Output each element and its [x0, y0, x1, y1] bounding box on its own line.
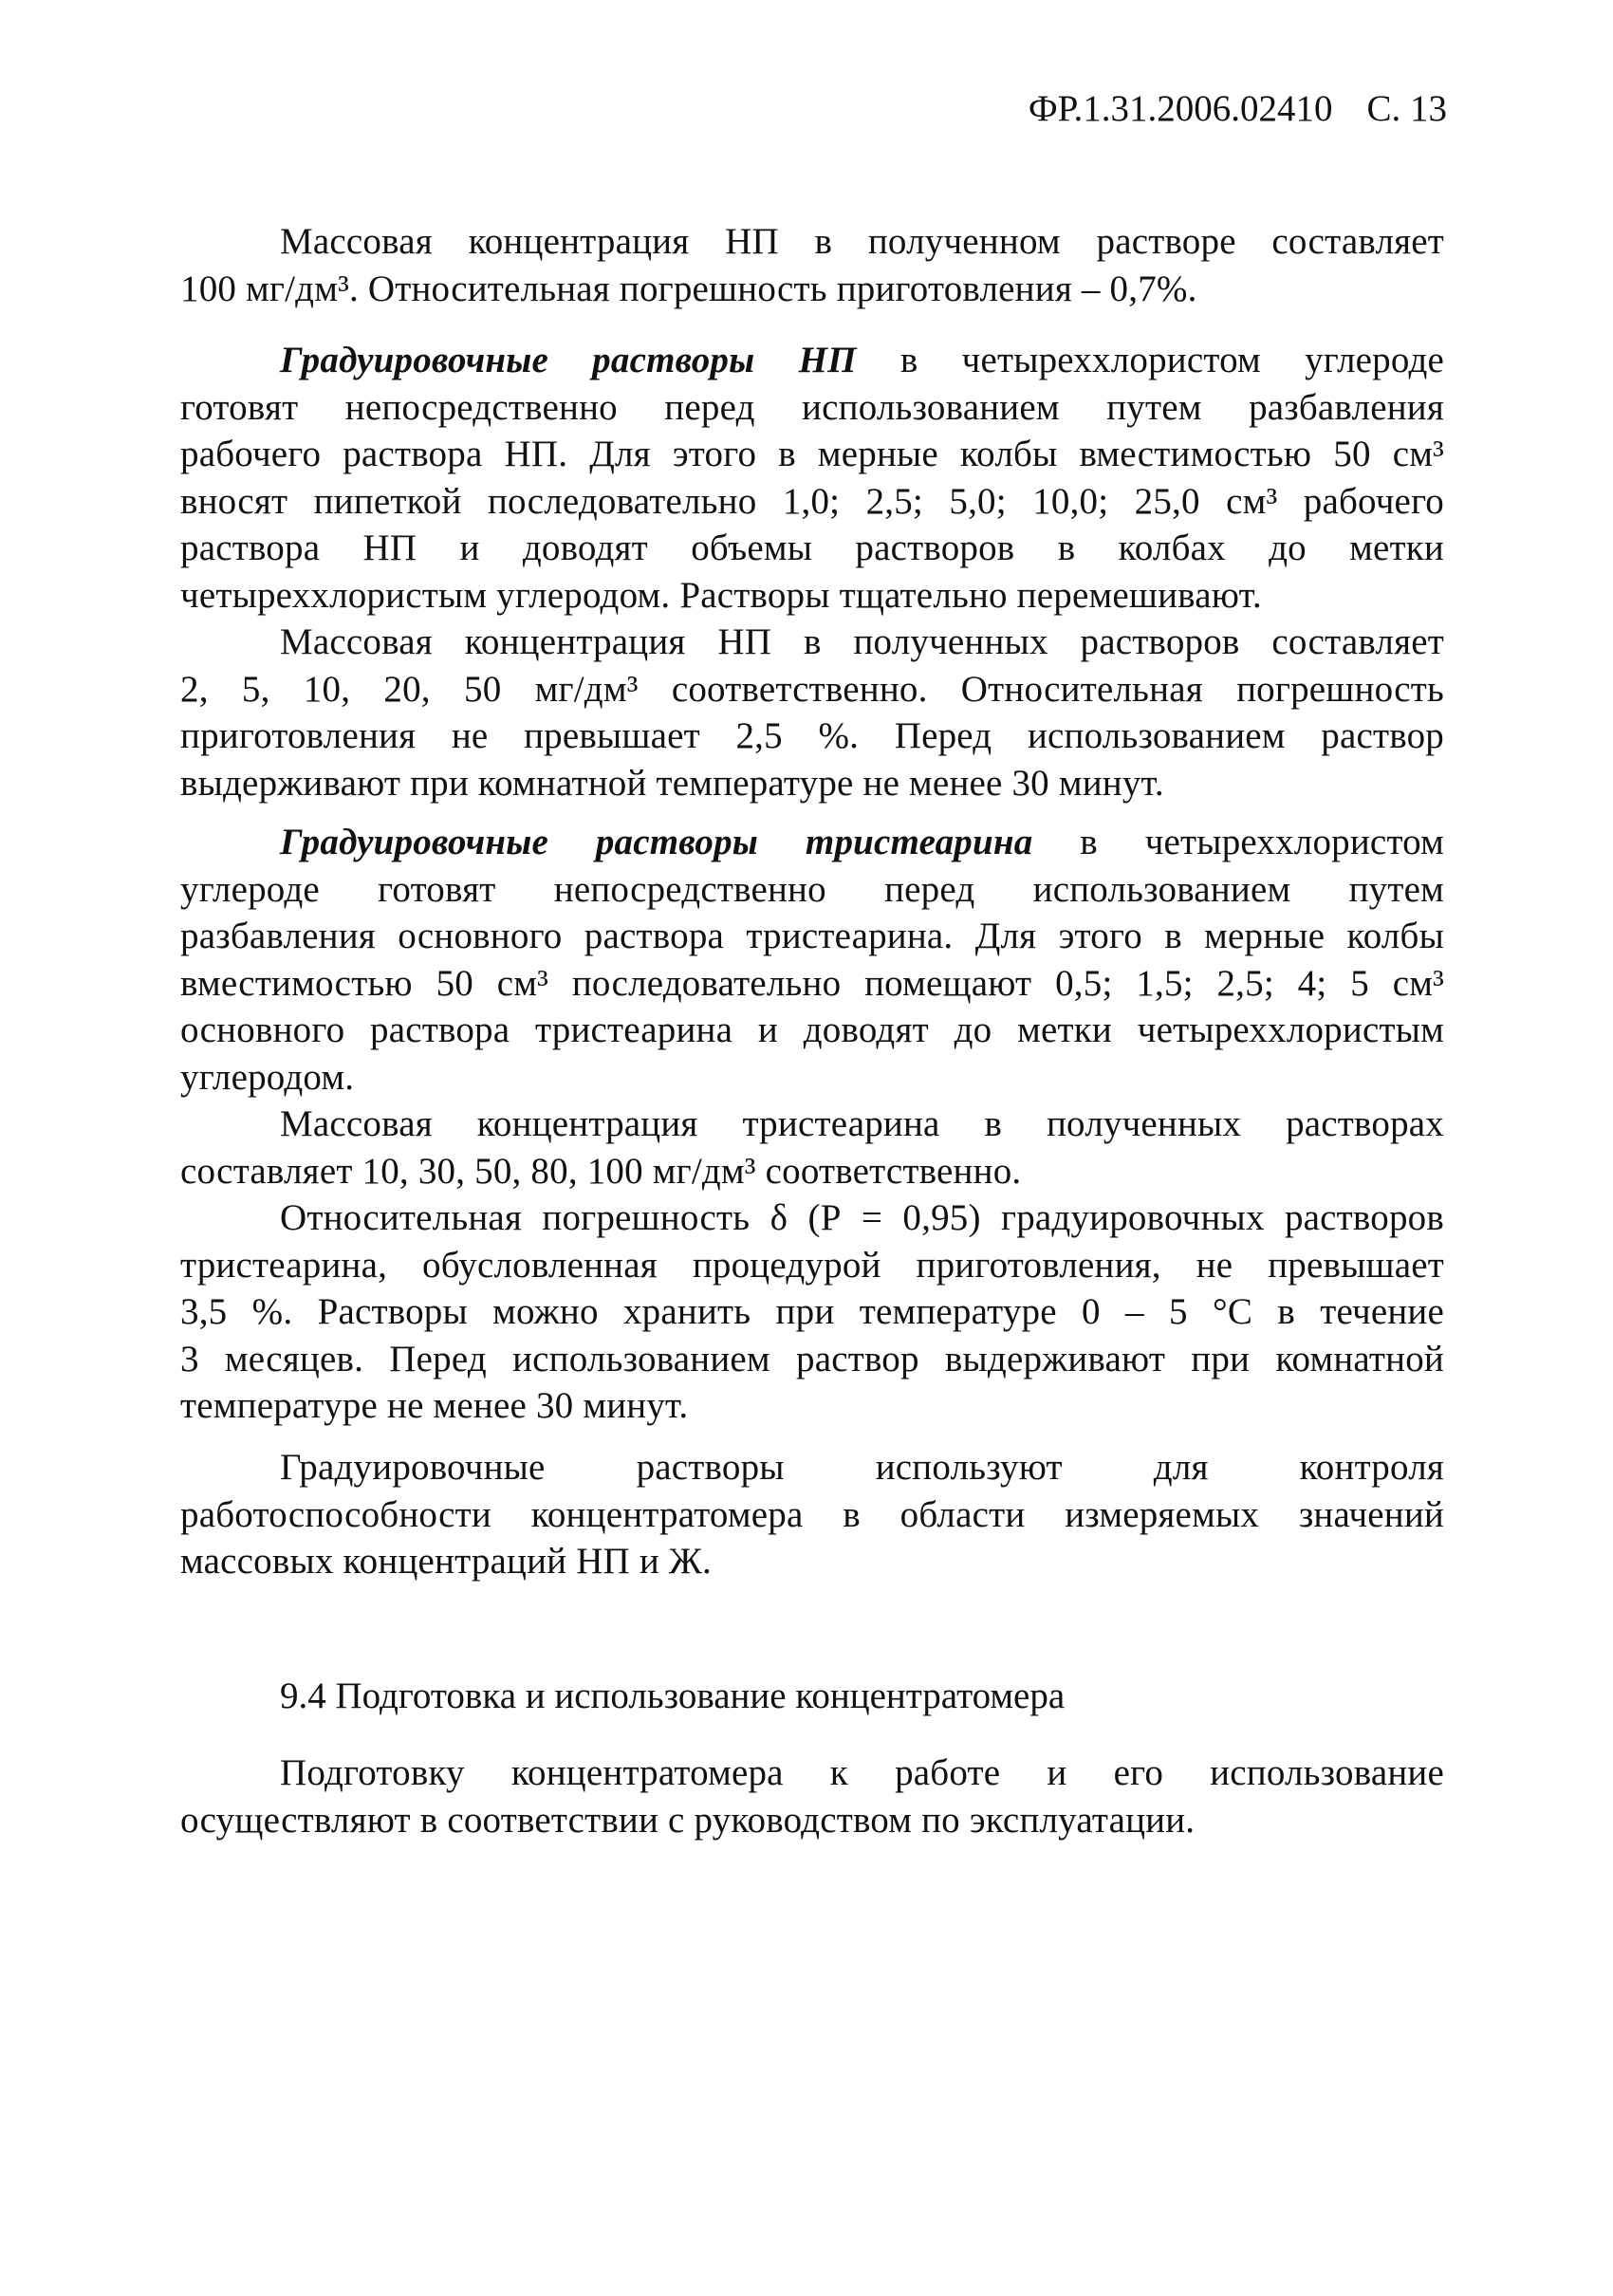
- text-line: составляет 10, 30, 50, 80, 100 мг/дм³ соответственно.: [180, 1150, 1022, 1192]
- text-line: температуре не менее 30 минут.: [180, 1385, 689, 1427]
- page-header: [968, 87, 1447, 131]
- paragraph-1: [180, 218, 1444, 312]
- text-line: Массовая концентрация НП в полученном растворе составляет: [280, 221, 1444, 262]
- text-line: Градуировочные растворы тристеарина в четыреххлористом: [280, 822, 1445, 862]
- paragraph-5: [180, 1101, 1444, 1194]
- paragraph-2: [180, 337, 1444, 620]
- text-line: приготовления не превышает 2,5 %. Перед использованием раствор: [180, 715, 1444, 757]
- text-line: рабочего раствора НП. Для этого в мерные колбы вместимостью 50 см³: [180, 434, 1444, 475]
- text-line: Подготовку концентратомера к работе и его использование: [280, 1752, 1444, 1793]
- paragraph-7: [180, 1444, 1444, 1585]
- text-line: вносят пипеткой последовательно 1,0; 2,5; 5,0; 10,0; 25,0 см³ рабочего: [180, 480, 1444, 522]
- section-heading: 9.4 Подготовка и использование концентратомера: [280, 1676, 1066, 1716]
- text-line: работоспособности концентратомера в области измеряемых значений: [180, 1493, 1444, 1535]
- text-line: осуществляют в соответствии с руководством по эксплуатации.: [180, 1799, 1196, 1841]
- text-line: основного раствора тристеарина и доводят до метки четыреххлористым: [180, 1009, 1444, 1051]
- paragraph-8: [180, 1750, 1444, 1843]
- text-line: Относительная погрешность δ (Р = 0,95) градуировочных растворов: [280, 1197, 1444, 1238]
- document-code: ФР.1.31.2006.02410: [1028, 88, 1333, 129]
- text-line: Градуировочные растворы НП в четыреххлористом углероде: [280, 340, 1445, 380]
- text-line: Массовая концентрация тристеарина в полученных растворах: [280, 1103, 1444, 1144]
- text-line: разбавления основного раствора тристеарина. Для этого в мерные колбы: [180, 916, 1444, 957]
- text-line: 3,5 %. Растворы можно хранить при температуре 0 – 5 °С в течение: [180, 1291, 1444, 1333]
- emphasis-term: Градуировочные растворы тристеарина: [280, 822, 1033, 862]
- text-line: вместимостью 50 см³ последовательно помещают 0,5; 1,5; 2,5; 4; 5 см³: [180, 962, 1444, 1004]
- paragraph-3: [180, 619, 1444, 806]
- text-line: выдерживают при комнатной температуре не менее 30 минут.: [180, 762, 1164, 804]
- text-line: массовых концентраций НП и Ж.: [180, 1541, 712, 1583]
- text-line: раствора НП и доводят объемы растворов в колбах до метки: [180, 528, 1444, 569]
- text-line: четыреххлористым углеродом. Растворы тщательно перемешивают.: [180, 574, 1262, 616]
- paragraph-4: [180, 819, 1444, 1102]
- text-line: 100 мг/дм³. Относительная погрешность приготовления – 0,7%.: [180, 268, 1197, 309]
- text-line: Градуировочные растворы используют для контроля: [280, 1447, 1444, 1488]
- emphasis-term: Градуировочные растворы НП: [280, 340, 857, 380]
- text-line: углеродом.: [180, 1056, 355, 1098]
- text-line: готовят непосредственно перед использованием путем разбавления: [180, 386, 1444, 428]
- page-number: С. 13: [1366, 88, 1447, 129]
- text-line: углероде готовят непосредственно перед использованием путем: [180, 868, 1444, 910]
- text-line: 2, 5, 10, 20, 50 мг/дм³ соответственно. Относительная погрешность: [180, 668, 1444, 710]
- paragraph-6: [180, 1194, 1444, 1430]
- text-line: тристеарина, обусловленная процедурой приготовления, не превышает: [180, 1244, 1444, 1286]
- text-line: Массовая концентрация НП в полученных растворов составляет: [280, 621, 1444, 662]
- text-line: 3 месяцев. Перед использованием раствор выдерживают при комнатной: [180, 1338, 1444, 1379]
